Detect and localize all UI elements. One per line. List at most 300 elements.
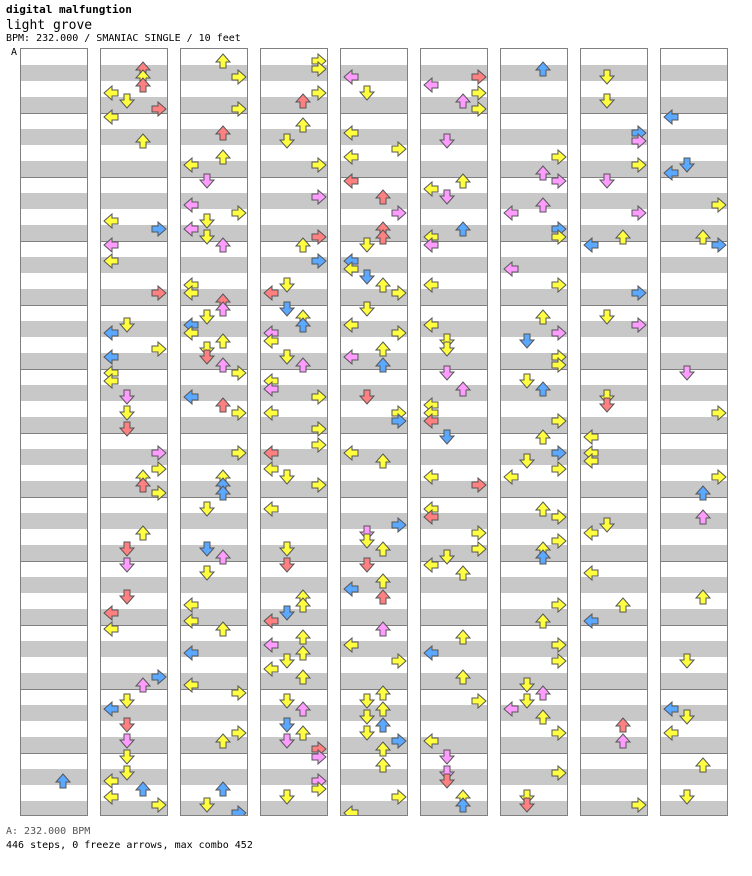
- beat-band: [581, 257, 647, 273]
- measure-line: [341, 369, 407, 370]
- step-arrow-down-icon: [599, 309, 615, 325]
- step-arrow-left-icon: [503, 205, 519, 221]
- step-arrow-down-icon: [519, 333, 535, 349]
- step-arrow-down-icon: [679, 653, 695, 669]
- step-arrow-up-icon: [375, 277, 391, 293]
- step-arrow-up-icon: [615, 733, 631, 749]
- beat-band: [21, 97, 87, 113]
- measure-line: [421, 177, 487, 178]
- step-arrow-up-icon: [615, 717, 631, 733]
- step-arrow-up-icon: [375, 573, 391, 589]
- step-arrow-right-icon: [151, 461, 167, 477]
- step-arrow-up-icon: [135, 77, 151, 93]
- step-arrow-up-icon: [215, 781, 231, 797]
- step-arrow-right-icon: [391, 141, 407, 157]
- measure-line: [101, 177, 167, 178]
- beat-band: [21, 609, 87, 625]
- step-arrow-left-icon: [503, 469, 519, 485]
- step-arrow-down-icon: [599, 93, 615, 109]
- step-arrow-right-icon: [231, 405, 247, 421]
- beat-band: [341, 609, 407, 625]
- step-arrow-down-icon: [439, 749, 455, 765]
- measure-line: [181, 305, 247, 306]
- measure-line: [421, 625, 487, 626]
- measure-line: [581, 305, 647, 306]
- beat-band: [421, 577, 487, 593]
- step-arrow-up-icon: [455, 173, 471, 189]
- beat-band: [421, 449, 487, 465]
- step-arrow-down-icon: [119, 93, 135, 109]
- step-arrow-right-icon: [551, 533, 567, 549]
- measure-line: [181, 433, 247, 434]
- step-arrow-up-icon: [295, 701, 311, 717]
- chart-column-8: [580, 48, 648, 816]
- step-arrow-right-icon: [311, 477, 327, 493]
- step-arrow-left-icon: [423, 469, 439, 485]
- step-arrow-left-icon: [103, 325, 119, 341]
- step-arrow-down-icon: [519, 797, 535, 813]
- step-arrow-up-icon: [215, 53, 231, 69]
- step-arrow-right-icon: [551, 173, 567, 189]
- step-arrow-right-icon: [391, 205, 407, 221]
- step-arrow-up-icon: [215, 733, 231, 749]
- step-arrow-left-icon: [263, 405, 279, 421]
- step-arrow-right-icon: [551, 597, 567, 613]
- beat-band: [21, 705, 87, 721]
- step-arrow-up-icon: [375, 701, 391, 717]
- measure-line: [21, 113, 87, 114]
- step-arrow-left-icon: [103, 213, 119, 229]
- step-arrow-left-icon: [103, 773, 119, 789]
- measure-line: [21, 625, 87, 626]
- step-arrow-left-icon: [103, 253, 119, 269]
- step-arrow-up-icon: [535, 709, 551, 725]
- step-arrow-left-icon: [343, 317, 359, 333]
- step-arrow-right-icon: [551, 509, 567, 525]
- measure-line: [501, 113, 567, 114]
- step-arrow-right-icon: [391, 653, 407, 669]
- step-arrow-right-icon: [231, 445, 247, 461]
- measure-line: [421, 497, 487, 498]
- step-arrow-right-icon: [551, 653, 567, 669]
- step-arrow-right-icon: [311, 229, 327, 245]
- step-arrow-down-icon: [519, 373, 535, 389]
- step-arrow-left-icon: [103, 605, 119, 621]
- step-arrow-right-icon: [631, 797, 647, 813]
- measure-line: [581, 561, 647, 562]
- beat-band: [21, 577, 87, 593]
- step-arrow-left-icon: [103, 373, 119, 389]
- step-arrow-left-icon: [423, 77, 439, 93]
- step-arrow-down-icon: [119, 765, 135, 781]
- step-arrow-left-icon: [423, 181, 439, 197]
- beat-band: [661, 321, 727, 337]
- step-arrow-right-icon: [471, 693, 487, 709]
- step-arrow-up-icon: [135, 677, 151, 693]
- beat-band: [21, 801, 87, 816]
- step-arrow-right-icon: [631, 157, 647, 173]
- beat-band: [21, 257, 87, 273]
- step-arrow-up-icon: [455, 797, 471, 813]
- measure-line: [21, 497, 87, 498]
- step-arrow-right-icon: [391, 517, 407, 533]
- step-arrow-up-icon: [615, 597, 631, 613]
- step-arrow-up-icon: [295, 645, 311, 661]
- step-arrow-left-icon: [343, 149, 359, 165]
- step-arrow-right-icon: [151, 445, 167, 461]
- step-arrow-down-icon: [199, 213, 215, 229]
- step-arrow-up-icon: [455, 669, 471, 685]
- step-arrow-down-icon: [279, 469, 295, 485]
- step-arrow-down-icon: [279, 557, 295, 573]
- step-arrow-right-icon: [151, 221, 167, 237]
- step-arrow-up-icon: [295, 117, 311, 133]
- step-arrow-down-icon: [679, 789, 695, 805]
- step-arrow-left-icon: [663, 165, 679, 181]
- step-arrow-right-icon: [551, 357, 567, 373]
- step-arrow-right-icon: [391, 285, 407, 301]
- beat-band: [421, 257, 487, 273]
- measure-line: [421, 305, 487, 306]
- step-arrow-right-icon: [391, 325, 407, 341]
- step-arrow-up-icon: [295, 357, 311, 373]
- step-arrow-up-icon: [215, 149, 231, 165]
- beat-band: [341, 481, 407, 497]
- step-arrow-up-icon: [375, 229, 391, 245]
- step-arrow-right-icon: [231, 69, 247, 85]
- step-arrow-left-icon: [503, 701, 519, 717]
- beat-band: [581, 705, 647, 721]
- step-arrow-left-icon: [343, 69, 359, 85]
- step-arrow-left-icon: [263, 381, 279, 397]
- step-arrow-down-icon: [359, 237, 375, 253]
- chart-column-4: [260, 48, 328, 816]
- footer-bpm: A: 232.000 BPM: [6, 826, 91, 837]
- step-arrow-right-icon: [231, 365, 247, 381]
- step-arrow-left-icon: [343, 805, 359, 816]
- measure-line: [661, 689, 727, 690]
- step-arrow-up-icon: [295, 669, 311, 685]
- artist-name: digital malfungtion: [6, 3, 132, 16]
- measure-line: [501, 433, 567, 434]
- step-arrow-left-icon: [263, 661, 279, 677]
- step-arrow-up-icon: [215, 357, 231, 373]
- step-arrow-down-icon: [279, 789, 295, 805]
- footer-stats: 446 steps, 0 freeze arrows, max combo 452: [6, 840, 253, 851]
- step-arrow-up-icon: [215, 333, 231, 349]
- beat-band: [101, 193, 167, 209]
- step-arrow-left-icon: [343, 349, 359, 365]
- step-arrow-down-icon: [599, 517, 615, 533]
- beat-band: [21, 129, 87, 145]
- step-arrow-up-icon: [375, 741, 391, 757]
- step-arrow-left-icon: [423, 317, 439, 333]
- step-arrow-left-icon: [183, 613, 199, 629]
- step-arrow-up-icon: [295, 597, 311, 613]
- step-arrow-down-icon: [279, 541, 295, 557]
- step-arrow-up-icon: [375, 357, 391, 373]
- step-arrow-left-icon: [183, 197, 199, 213]
- step-arrow-left-icon: [423, 557, 439, 573]
- step-arrow-up-icon: [215, 237, 231, 253]
- measure-line: [181, 753, 247, 754]
- measure-line: [501, 561, 567, 562]
- step-arrow-right-icon: [711, 469, 727, 485]
- measure-line: [501, 305, 567, 306]
- step-arrow-right-icon: [471, 541, 487, 557]
- step-arrow-right-icon: [471, 477, 487, 493]
- step-arrow-right-icon: [711, 197, 727, 213]
- bpm-marker: A: [11, 47, 18, 58]
- step-arrow-left-icon: [343, 173, 359, 189]
- step-arrow-left-icon: [583, 237, 599, 253]
- step-arrow-left-icon: [583, 565, 599, 581]
- step-arrow-down-icon: [119, 317, 135, 333]
- step-arrow-left-icon: [423, 645, 439, 661]
- step-arrow-down-icon: [279, 133, 295, 149]
- beat-band: [21, 225, 87, 241]
- beat-band: [21, 481, 87, 497]
- step-arrow-right-icon: [551, 765, 567, 781]
- step-arrow-left-icon: [423, 413, 439, 429]
- step-arrow-down-icon: [599, 69, 615, 85]
- step-arrow-down-icon: [359, 301, 375, 317]
- beat-band: [661, 129, 727, 145]
- beat-band: [661, 257, 727, 273]
- chart-column-1: [20, 48, 88, 816]
- measure-line: [261, 177, 327, 178]
- step-arrow-right-icon: [551, 325, 567, 341]
- beat-band: [661, 577, 727, 593]
- step-arrow-up-icon: [535, 309, 551, 325]
- step-arrow-up-icon: [695, 509, 711, 525]
- step-arrow-right-icon: [311, 85, 327, 101]
- step-arrow-left-icon: [183, 389, 199, 405]
- measure-line: [581, 113, 647, 114]
- step-arrow-left-icon: [183, 325, 199, 341]
- beat-band: [581, 673, 647, 689]
- step-arrow-left-icon: [423, 237, 439, 253]
- measure-line: [21, 369, 87, 370]
- beat-band: [581, 481, 647, 497]
- step-arrow-up-icon: [215, 549, 231, 565]
- beat-band: [341, 673, 407, 689]
- step-arrow-left-icon: [183, 157, 199, 173]
- step-arrow-up-icon: [455, 381, 471, 397]
- measure-line: [21, 305, 87, 306]
- step-arrow-down-icon: [519, 453, 535, 469]
- measure-line: [341, 113, 407, 114]
- step-arrow-left-icon: [583, 525, 599, 541]
- step-arrow-left-icon: [423, 277, 439, 293]
- step-arrow-down-icon: [679, 365, 695, 381]
- measure-line: [661, 305, 727, 306]
- chart-column-9: [660, 48, 728, 816]
- step-arrow-up-icon: [455, 629, 471, 645]
- measure-line: [581, 497, 647, 498]
- step-arrow-up-icon: [215, 301, 231, 317]
- step-arrow-up-icon: [135, 133, 151, 149]
- step-arrow-right-icon: [551, 277, 567, 293]
- measure-line: [341, 753, 407, 754]
- beat-band: [21, 353, 87, 369]
- measure-line: [261, 369, 327, 370]
- step-arrow-left-icon: [343, 445, 359, 461]
- step-arrow-left-icon: [103, 701, 119, 717]
- step-arrow-up-icon: [295, 93, 311, 109]
- step-arrow-right-icon: [631, 205, 647, 221]
- step-arrow-up-icon: [535, 165, 551, 181]
- step-arrow-left-icon: [503, 261, 519, 277]
- step-arrow-right-icon: [151, 341, 167, 357]
- beat-band: [661, 769, 727, 785]
- step-arrow-down-icon: [439, 133, 455, 149]
- step-arrow-left-icon: [343, 581, 359, 597]
- step-arrow-up-icon: [535, 429, 551, 445]
- step-arrow-down-icon: [359, 85, 375, 101]
- step-arrow-right-icon: [391, 733, 407, 749]
- step-arrow-down-icon: [439, 549, 455, 565]
- step-arrow-left-icon: [183, 677, 199, 693]
- step-arrow-right-icon: [391, 789, 407, 805]
- beat-band: [501, 129, 567, 145]
- step-arrow-down-icon: [119, 717, 135, 733]
- beat-band: [581, 641, 647, 657]
- step-arrow-left-icon: [343, 125, 359, 141]
- step-arrow-up-icon: [535, 685, 551, 701]
- step-arrow-down-icon: [519, 693, 535, 709]
- step-arrow-left-icon: [263, 637, 279, 653]
- step-arrow-down-icon: [359, 533, 375, 549]
- beat-band: [661, 449, 727, 465]
- step-arrow-up-icon: [695, 485, 711, 501]
- step-arrow-down-icon: [199, 541, 215, 557]
- step-arrow-down-icon: [359, 725, 375, 741]
- beat-band: [501, 97, 567, 113]
- measure-line: [661, 625, 727, 626]
- measure-line: [21, 241, 87, 242]
- measure-line: [501, 497, 567, 498]
- measure-line: [21, 561, 87, 562]
- step-arrow-left-icon: [263, 285, 279, 301]
- step-arrow-right-icon: [471, 85, 487, 101]
- step-arrow-right-icon: [151, 285, 167, 301]
- measure-line: [101, 305, 167, 306]
- measure-line: [341, 625, 407, 626]
- step-arrow-up-icon: [455, 93, 471, 109]
- step-arrow-up-icon: [215, 485, 231, 501]
- step-arrow-up-icon: [375, 621, 391, 637]
- beat-band: [181, 481, 247, 497]
- step-arrow-up-icon: [295, 725, 311, 741]
- step-arrow-down-icon: [439, 429, 455, 445]
- step-arrow-right-icon: [151, 797, 167, 813]
- step-arrow-up-icon: [55, 773, 71, 789]
- step-arrow-right-icon: [631, 133, 647, 149]
- step-arrow-left-icon: [343, 261, 359, 277]
- measure-line: [21, 433, 87, 434]
- step-arrow-left-icon: [423, 733, 439, 749]
- beat-band: [661, 513, 727, 529]
- step-arrow-down-icon: [119, 749, 135, 765]
- step-arrow-right-icon: [231, 685, 247, 701]
- step-arrow-down-icon: [199, 309, 215, 325]
- step-arrow-down-icon: [439, 341, 455, 357]
- step-arrow-down-icon: [279, 717, 295, 733]
- step-arrow-left-icon: [103, 349, 119, 365]
- step-arrow-right-icon: [551, 445, 567, 461]
- step-arrow-right-icon: [311, 189, 327, 205]
- step-arrow-up-icon: [135, 525, 151, 541]
- step-arrow-up-icon: [375, 541, 391, 557]
- beat-band: [101, 65, 167, 81]
- measure-line: [341, 497, 407, 498]
- beat-band: [661, 673, 727, 689]
- step-arrow-right-icon: [311, 389, 327, 405]
- step-arrow-down-icon: [439, 365, 455, 381]
- step-arrow-down-icon: [279, 277, 295, 293]
- step-arrow-up-icon: [375, 757, 391, 773]
- step-arrow-right-icon: [471, 69, 487, 85]
- step-arrow-down-icon: [119, 389, 135, 405]
- measure-line: [581, 689, 647, 690]
- step-arrow-up-icon: [535, 381, 551, 397]
- measure-line: [21, 689, 87, 690]
- step-arrow-down-icon: [119, 693, 135, 709]
- step-arrow-up-icon: [695, 229, 711, 245]
- measure-line: [501, 625, 567, 626]
- step-arrow-left-icon: [103, 621, 119, 637]
- step-arrow-right-icon: [551, 413, 567, 429]
- step-arrow-down-icon: [439, 189, 455, 205]
- step-arrow-left-icon: [103, 789, 119, 805]
- measure-line: [581, 753, 647, 754]
- beat-band: [501, 65, 567, 81]
- step-arrow-up-icon: [295, 317, 311, 333]
- step-arrow-right-icon: [551, 461, 567, 477]
- step-arrow-up-icon: [375, 717, 391, 733]
- step-arrow-right-icon: [231, 805, 247, 816]
- beat-band: [421, 801, 487, 816]
- beat-band: [101, 129, 167, 145]
- step-arrow-up-icon: [375, 453, 391, 469]
- beat-band: [661, 545, 727, 561]
- beat-band: [21, 513, 87, 529]
- beat-band: [181, 129, 247, 145]
- step-arrow-left-icon: [183, 645, 199, 661]
- step-arrow-up-icon: [695, 757, 711, 773]
- step-arrow-down-icon: [199, 173, 215, 189]
- step-arrow-right-icon: [471, 101, 487, 117]
- step-arrow-down-icon: [119, 421, 135, 437]
- chart-info: BPM: 232.000 / SMANIAC SINGLE / 10 feet: [6, 33, 241, 44]
- chart-column-7: [500, 48, 568, 816]
- step-arrow-up-icon: [375, 189, 391, 205]
- measure-line: [341, 689, 407, 690]
- step-arrow-down-icon: [119, 557, 135, 573]
- step-arrow-down-icon: [279, 349, 295, 365]
- step-arrow-down-icon: [279, 653, 295, 669]
- step-arrow-up-icon: [615, 229, 631, 245]
- beat-band: [661, 609, 727, 625]
- step-arrow-down-icon: [199, 229, 215, 245]
- beat-band: [661, 385, 727, 401]
- step-arrow-down-icon: [279, 733, 295, 749]
- beat-band: [421, 673, 487, 689]
- step-arrow-left-icon: [263, 333, 279, 349]
- step-arrow-up-icon: [375, 685, 391, 701]
- step-arrow-left-icon: [103, 109, 119, 125]
